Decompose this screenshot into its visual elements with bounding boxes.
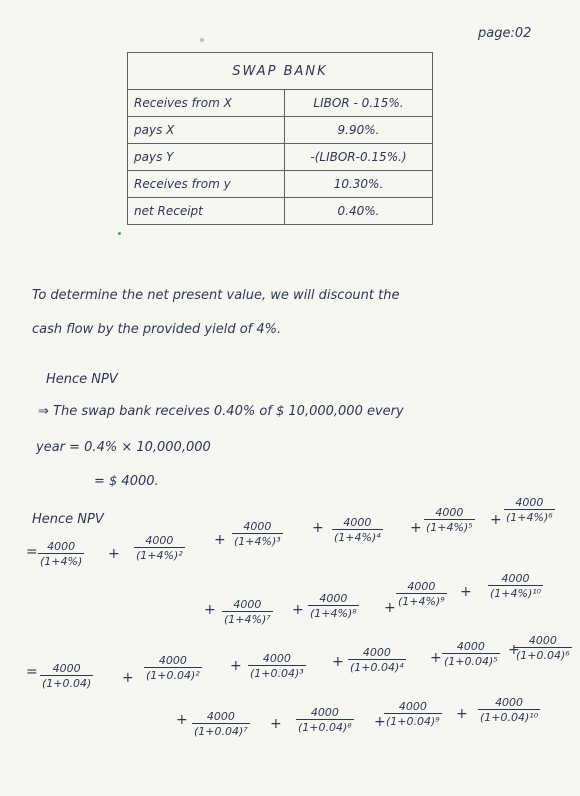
plus-sign: + xyxy=(176,712,188,728)
npv-term: $\frac{4000}{(1+0.04)}$ xyxy=(42,662,92,690)
row-value: -(LIBOR-0.15%.) xyxy=(285,144,433,171)
npv-term: $\frac{4000}{\text{(1+4\%)⁸}}$ xyxy=(310,592,357,620)
npv-term: $\frac{4000}{\text{(1+4\%)¹⁰}}$ xyxy=(490,572,542,600)
hence-npv-heading-2: Hence NPV xyxy=(32,512,104,527)
plus-sign: + xyxy=(460,584,472,600)
plus-sign: + xyxy=(508,642,520,658)
row-value: 10.30%. xyxy=(285,171,433,198)
paper-hole xyxy=(200,38,204,42)
page-number: page:02 xyxy=(478,26,532,41)
plus-sign: + xyxy=(410,520,422,536)
table-header-row xyxy=(128,53,433,90)
plus-sign: + xyxy=(384,600,396,616)
npv-term: $\frac{4000}{\text{(1+0.04)³}}$ xyxy=(250,652,304,680)
intro-line-2: cash flow by the provided yield of 4%. xyxy=(32,322,282,337)
plus-sign: + xyxy=(332,654,344,670)
row-value: 9.90%. xyxy=(285,117,433,144)
row-label: pays Y xyxy=(128,144,285,171)
plus-sign: + xyxy=(122,670,134,686)
calc-line-3: = $ 4000. xyxy=(94,474,159,489)
npv-term: $\frac{4000}{\text{(1+0.04)²}}$ xyxy=(146,654,200,682)
table-row xyxy=(128,144,433,171)
npv-term: $\frac{4000}{\text{(1+4\%)⁶}}$ xyxy=(506,496,553,524)
row-value: 0.40%. xyxy=(285,198,433,225)
npv-term: $\frac{4000}{\text{(1+0.04)⁴}}$ xyxy=(350,646,404,674)
npv-term: $\frac{4000}{\text{(1+0.04)⁷}}$ xyxy=(194,710,248,738)
table-row xyxy=(128,117,433,144)
npv-term: $\frac{4000}{\text{(1+4\%)⁹}}$ xyxy=(398,580,445,608)
npv-term: $\frac{4000}{\text{(1+0.04)⁸}}$ xyxy=(298,706,352,734)
plus-sign: + xyxy=(292,602,304,618)
plus-sign: + xyxy=(374,714,386,730)
plus-sign: + xyxy=(108,546,120,562)
npv-term: $\frac{4000}{\text{(1+4\%)³}}$ xyxy=(234,520,281,548)
npv-term: $\frac{4000}{\text{(1+4\%)⁵}}$ xyxy=(426,506,473,534)
plus-sign: + xyxy=(230,658,242,674)
table-row xyxy=(128,90,433,117)
npv-term: $\frac{4000}{\text{(1+4\%)⁷}}$ xyxy=(224,598,271,626)
npv-term: $\frac{4000}{\text{(1+4\%)²}}$ xyxy=(136,534,183,562)
table-title: SWAP BANK xyxy=(128,53,433,90)
npv-term: $\frac{4000}{\text{(1+0.04)⁵}}$ xyxy=(444,640,498,668)
equals-sign: = xyxy=(26,544,38,560)
npv-term: $\frac{4000}{\text{(1+0.04)⁶}}$ xyxy=(516,634,570,662)
plus-sign: + xyxy=(456,706,468,722)
plus-sign: + xyxy=(270,716,282,732)
calc-line-2: year = 0.4% × 10,000,000 xyxy=(36,440,211,455)
row-label: net Receipt xyxy=(128,198,285,225)
row-value: LIBOR - 0.15%. xyxy=(285,90,433,117)
npv-term: $\frac{4000}{\text{(1+0.04)¹⁰}}$ xyxy=(480,696,539,724)
intro-line-1: To determine the net present value, we will discount the xyxy=(32,288,400,303)
plus-sign: + xyxy=(430,650,442,666)
table-row xyxy=(128,198,433,225)
plus-sign: + xyxy=(312,520,324,536)
hence-npv-heading: Hence NPV xyxy=(46,372,118,387)
row-label: Receives from y xyxy=(128,171,285,198)
row-label: Receives from X xyxy=(128,90,285,117)
ink-dot xyxy=(118,232,121,235)
equals-sign: = xyxy=(26,664,38,680)
calc-line-1: ⇒ The swap bank receives 0.40% of $ 10,000,000 every xyxy=(38,404,404,419)
npv-term: $\frac{4000}{\text{(1+0.04)⁹}}$ xyxy=(386,700,440,728)
npv-term: $\frac{4000}{\text{(1+4\%)⁴}}$ xyxy=(334,516,381,544)
npv-term: $\frac{4000}{(1+4\%)}$ xyxy=(40,540,83,568)
plus-sign: + xyxy=(214,532,226,548)
row-label: pays X xyxy=(128,117,285,144)
swap-bank-table xyxy=(127,52,433,225)
plus-sign: + xyxy=(490,512,502,528)
table-row xyxy=(128,171,433,198)
plus-sign: + xyxy=(204,602,216,618)
